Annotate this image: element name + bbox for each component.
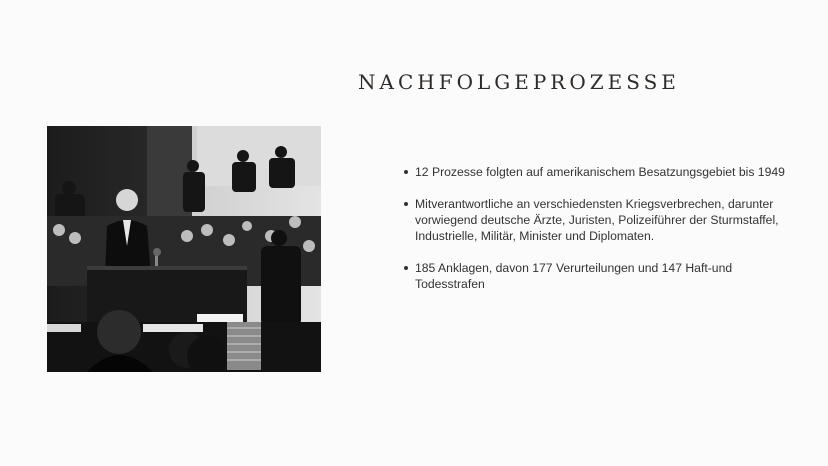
- bullet-item: Mitverantwortliche an verschiedensten Kriegsverbrechen, darunter vorwiegend deutsche Ärzte, Juristen, Polizeiführer der Sturmstaffel, Industrielle, Militär, Minister und Diplomaten.: [415, 196, 805, 244]
- bullet-item: 12 Prozesse folgten auf amerikanischem Besatzungsgebiet bis 1949: [415, 164, 805, 180]
- bullet-item: 185 Anklagen, davon 177 Verurteilungen und 147 Haft-und Todesstrafen: [415, 260, 805, 292]
- courtroom-photo: [47, 126, 321, 372]
- bullet-list: [400, 164, 805, 308]
- slide-title: NACHFOLGEPROZESSE: [358, 70, 680, 94]
